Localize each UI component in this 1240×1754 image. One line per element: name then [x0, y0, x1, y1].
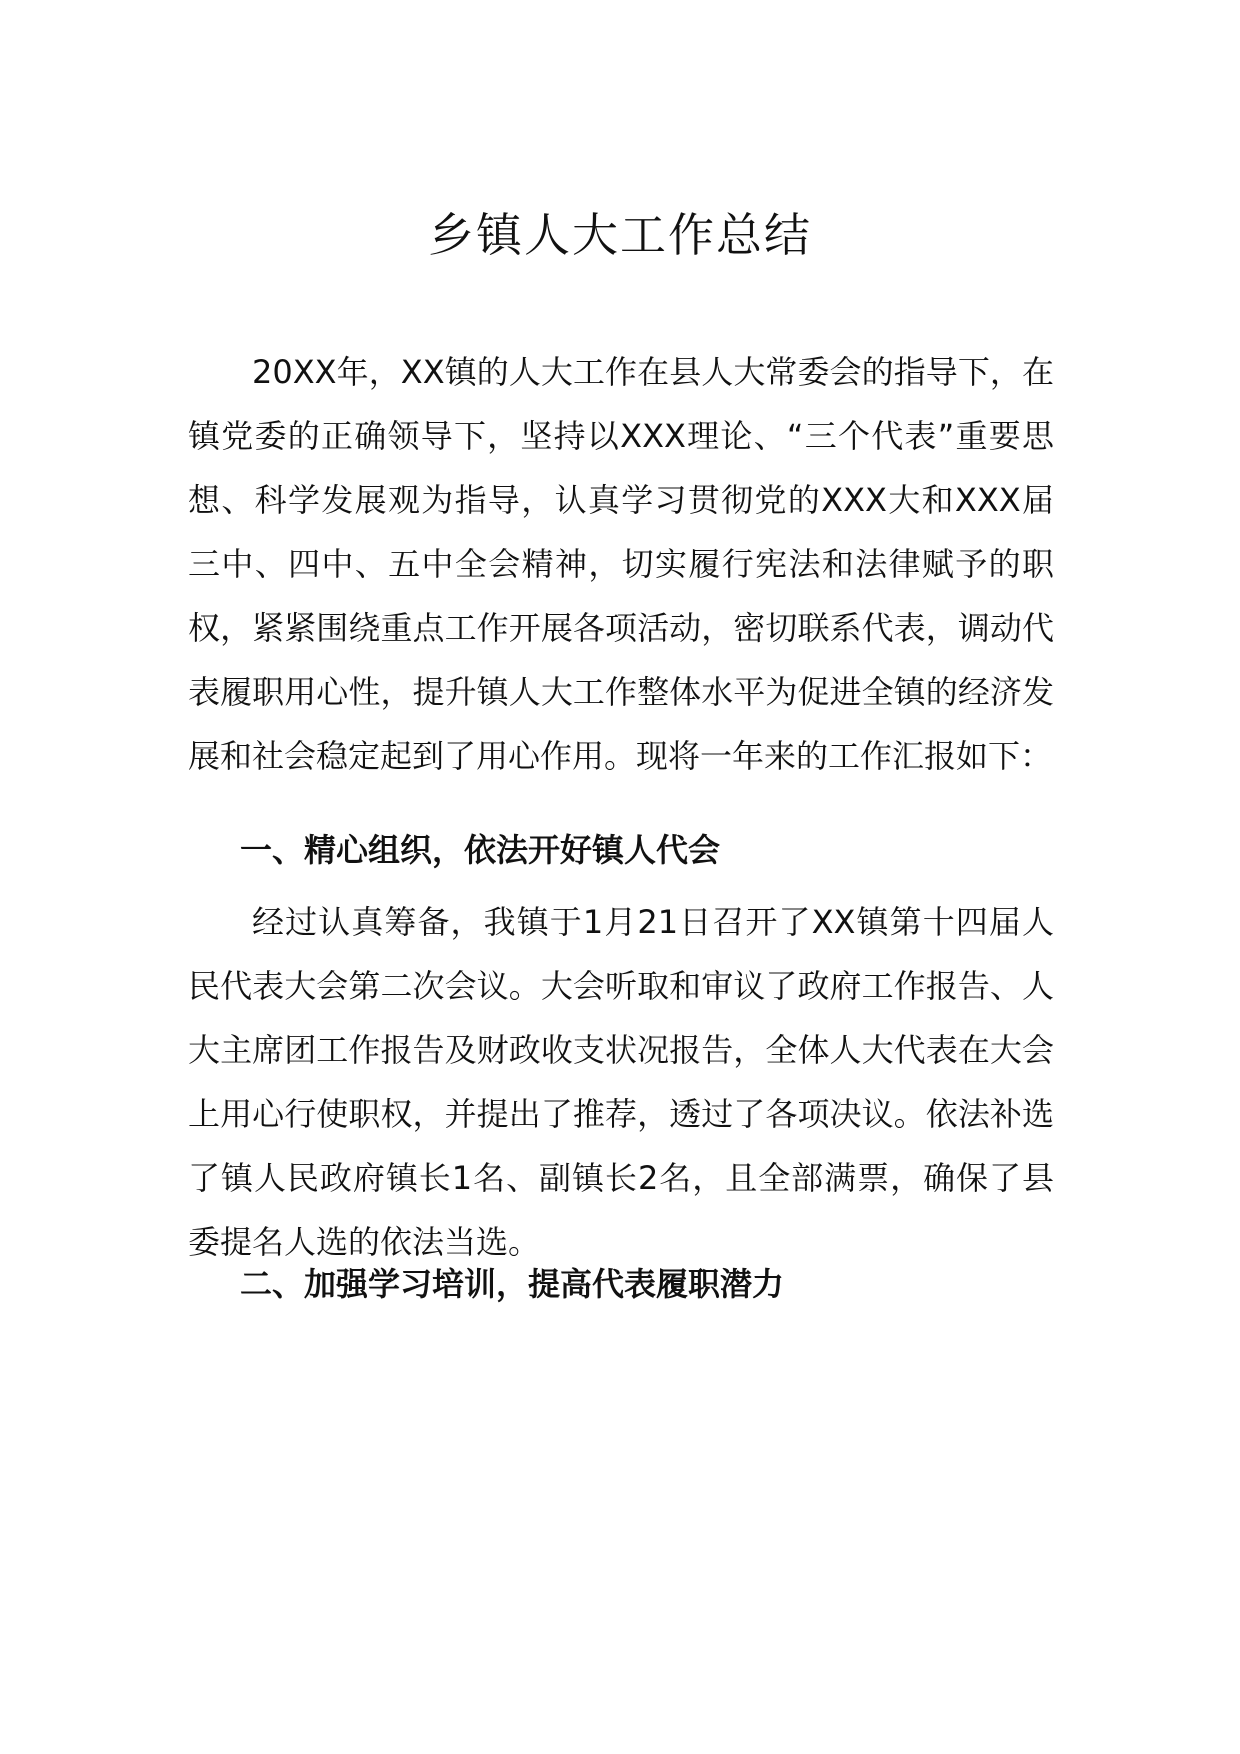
section-1 [188, 890, 1054, 1274]
intro-paragraph: 20XX年，XX镇的人大工作在县人大常委会的指导下，在镇党委的正确领导下，坚持以XXX理论、“三个代表”重要思想、科学发展观为指导，认真学习贯彻党的XXX大和XXX届三中、四中、五中全会精神，切实履行宪法和法律赋予的职权，紧紧围绕重点工作开展各项活动，密切联系代表，调动代表履职用心性，提升镇人大工作整体水平为促进全镇的经济发展和社会稳定起到了用心作用。现将一年来的工作汇报如下： [188, 353, 1054, 775]
section-1-paragraph: 经过认真筹备，我镇于1月21日召开了XX镇第十四届人民代表大会第二次会议。大会听取和审议了政府工作报告、人大主席团工作报告及财政收支状况报告，全体人大代表在大会上用心行使职权，并提出了推荐，透过了各项决议。依法补选了镇人民政府镇长1名、副镇长2名，且全部满票，确保了县委提名人选的依法当选。 [188, 903, 1054, 1261]
section-heading-2: 二、加强学习培训，提高代表履职潜力 [240, 1265, 785, 1303]
document-title: 乡镇人大工作总结 [428, 208, 812, 262]
section-heading-1: 一、精心组织，依法开好镇人代会 [240, 831, 721, 869]
intro-section [188, 340, 1054, 788]
